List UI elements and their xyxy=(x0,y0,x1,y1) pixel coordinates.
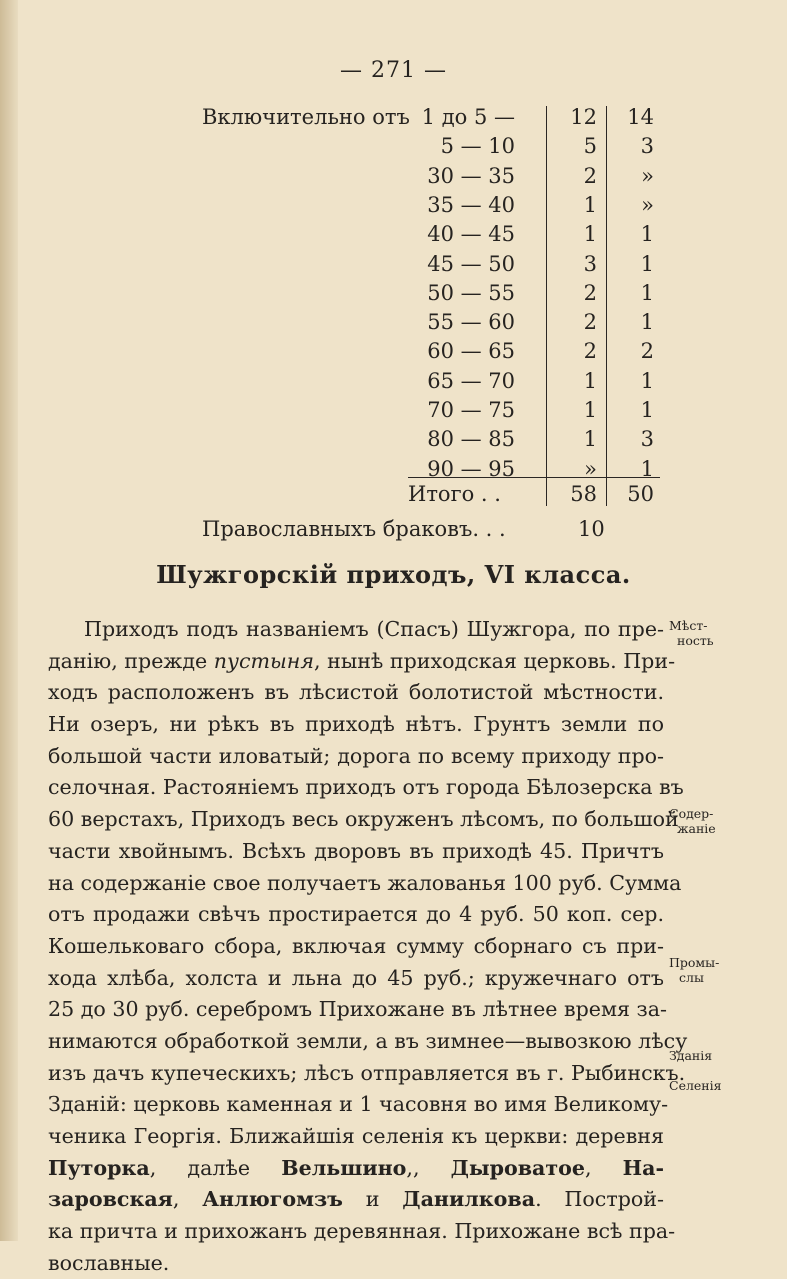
table-row-range: 55 — 60 xyxy=(427,310,515,334)
table-row-range: 50 — 55 xyxy=(427,281,515,305)
text-line: изъ дачъ купеческихъ; лѣсъ отправляется въ г. Рыбинскъ. xyxy=(48,1060,686,1085)
text-line: Путорка, далѣе Вельшино,, Дыроватое, На- xyxy=(48,1155,665,1180)
table-row-col1: 1 xyxy=(583,427,597,451)
table-row-col2: 1 xyxy=(640,369,654,393)
table-row-col1: 3 xyxy=(583,252,597,276)
margin-note-maintenance: Содер- жаніе xyxy=(669,806,716,836)
table-row-range: 45 — 50 xyxy=(427,252,515,276)
table-row-range: 90 — 95 xyxy=(427,457,515,481)
text-line: ченика Георгія. Ближайшія селенія къ церкви: деревня xyxy=(48,1124,664,1148)
text-line: ка причта и прихожанъ деревянная. Прихожане всѣ пра- xyxy=(48,1219,676,1244)
table-row-col2: » xyxy=(641,193,654,217)
table-row-col1: 2 xyxy=(583,310,597,334)
table-row-col2: 1 xyxy=(640,222,654,246)
village-name: заровская xyxy=(48,1187,173,1212)
orthodox-marriages-label: Православныхъ браковъ. . . xyxy=(202,517,506,541)
village-name: Путорка xyxy=(48,1155,150,1180)
section-heading: Шужгорскій приходъ, VI класса. xyxy=(156,560,631,589)
table-total-label: Итого . . xyxy=(408,482,501,506)
table-row-col2: 1 xyxy=(640,310,654,334)
text-line: отъ продажи свѣчъ простирается до 4 руб. 50 коп. сер. xyxy=(48,902,664,927)
table-total-col2: 50 xyxy=(627,482,654,506)
text-line: части хвойнымъ. Всѣхъ дворовъ въ приходѣ 45. Причтъ xyxy=(48,838,664,863)
parish-description xyxy=(48,614,688,1279)
text-line: данію, прежде пустыня, нынѣ приходская церковь. При- xyxy=(48,648,676,673)
text-line: вославные. xyxy=(48,1250,170,1275)
table-row-col2: 2 xyxy=(640,339,654,363)
table-row-col1: 2 xyxy=(583,164,597,188)
table-row-col2: 3 xyxy=(640,427,654,451)
text-line: Ни озеръ, ни рѣкъ въ приходѣ нѣтъ. Грунтъ земли по xyxy=(48,712,664,737)
village-name: Анлюгомзъ xyxy=(202,1187,343,1212)
village-name: Данилкова xyxy=(402,1187,536,1212)
margin-note-locality: Мѣст- ность xyxy=(669,618,714,648)
table-row-range: 35 — 40 xyxy=(427,193,515,217)
table-row-col2: 14 xyxy=(627,105,654,129)
table-row-range: 1 до 5 — xyxy=(421,105,515,129)
page-number: — 271 — xyxy=(340,58,447,83)
table-total-col1: 58 xyxy=(570,482,597,506)
text-line: 25 до 30 руб. серебромъ Прихожане въ лѣтнее время за- xyxy=(48,997,667,1022)
table-row-col2: 1 xyxy=(640,252,654,276)
table-row-range: 60 — 65 xyxy=(427,339,515,363)
emphasis: пустыня xyxy=(213,648,314,673)
table-row-col2: 1 xyxy=(640,457,654,481)
table-row-range: 70 — 75 xyxy=(427,398,515,422)
table-row-col2: 3 xyxy=(640,134,654,158)
table-row-col1: 2 xyxy=(583,281,597,305)
table-row-col1: » xyxy=(584,457,597,481)
village-name: Вельшино xyxy=(281,1155,407,1180)
margin-note-trades: Промы- слы xyxy=(669,955,720,985)
table-rule-left xyxy=(546,106,547,506)
table-row-col1: 12 xyxy=(570,105,597,129)
text-line: нимаются обработкой земли, а въ зимнее—вывозкою лѣсу xyxy=(48,1028,688,1053)
text-line: на содержаніе свое получаетъ жалованья 100 руб. Сумма xyxy=(48,870,682,895)
table-row-col1: 1 xyxy=(583,222,597,246)
orthodox-marriages-value: 10 xyxy=(578,517,605,541)
text-line: Кошельковаго сбора, включая сумму сборнаго съ при- xyxy=(48,933,664,958)
text-line: 60 верстахъ, Приходъ весь окруженъ лѣсомъ, по большой xyxy=(48,807,679,832)
table-row-col1: 2 xyxy=(583,339,597,363)
margin-note-buildings: Зданія xyxy=(669,1048,713,1063)
text-line: большой части иловатый; дорога по всему приходу про- xyxy=(48,743,664,768)
text-line: хода хлѣба, холста и льна до 45 руб.; кружечнаго отъ xyxy=(48,965,664,990)
table-row-col1: 1 xyxy=(583,398,597,422)
table-row-range: 65 — 70 xyxy=(427,369,515,393)
table-rule-middle xyxy=(606,106,607,506)
text-line: Зданій: церковь каменная и 1 часовня во имя Великому- xyxy=(48,1092,669,1117)
table-row-col2: 1 xyxy=(640,281,654,305)
table-row-col1: 5 xyxy=(583,134,597,158)
text-line: селочная. Растояніемъ приходъ отъ города Бѣлозерска въ xyxy=(48,775,684,800)
table-row-range: 80 — 85 xyxy=(427,427,515,451)
text-line: заровская, Анлюгомзъ и Данилкова. Построй- xyxy=(48,1187,664,1212)
table-row-col2: » xyxy=(641,164,654,188)
table-row-range: 40 — 45 xyxy=(427,222,515,246)
table-row-col2: 1 xyxy=(640,398,654,422)
marriage-age-table xyxy=(0,0,787,545)
village-name: На- xyxy=(622,1155,665,1180)
table-row-range: 5 — 10 xyxy=(440,134,515,158)
text-line: ходъ расположенъ въ лѣсистой болотистой мѣстности. xyxy=(48,680,664,705)
margin-note-villages: Селенія xyxy=(669,1078,722,1093)
table-row-col1: 1 xyxy=(583,193,597,217)
village-name: Дыроватое xyxy=(450,1155,585,1180)
table-row-col1: 1 xyxy=(583,369,597,393)
text-line: Приходъ подъ названіемъ (Спасъ) Шужгора, по пре- xyxy=(84,617,664,641)
table-row-range: 30 — 35 xyxy=(427,164,515,188)
table-row-label: Включительно отъ xyxy=(202,105,410,129)
